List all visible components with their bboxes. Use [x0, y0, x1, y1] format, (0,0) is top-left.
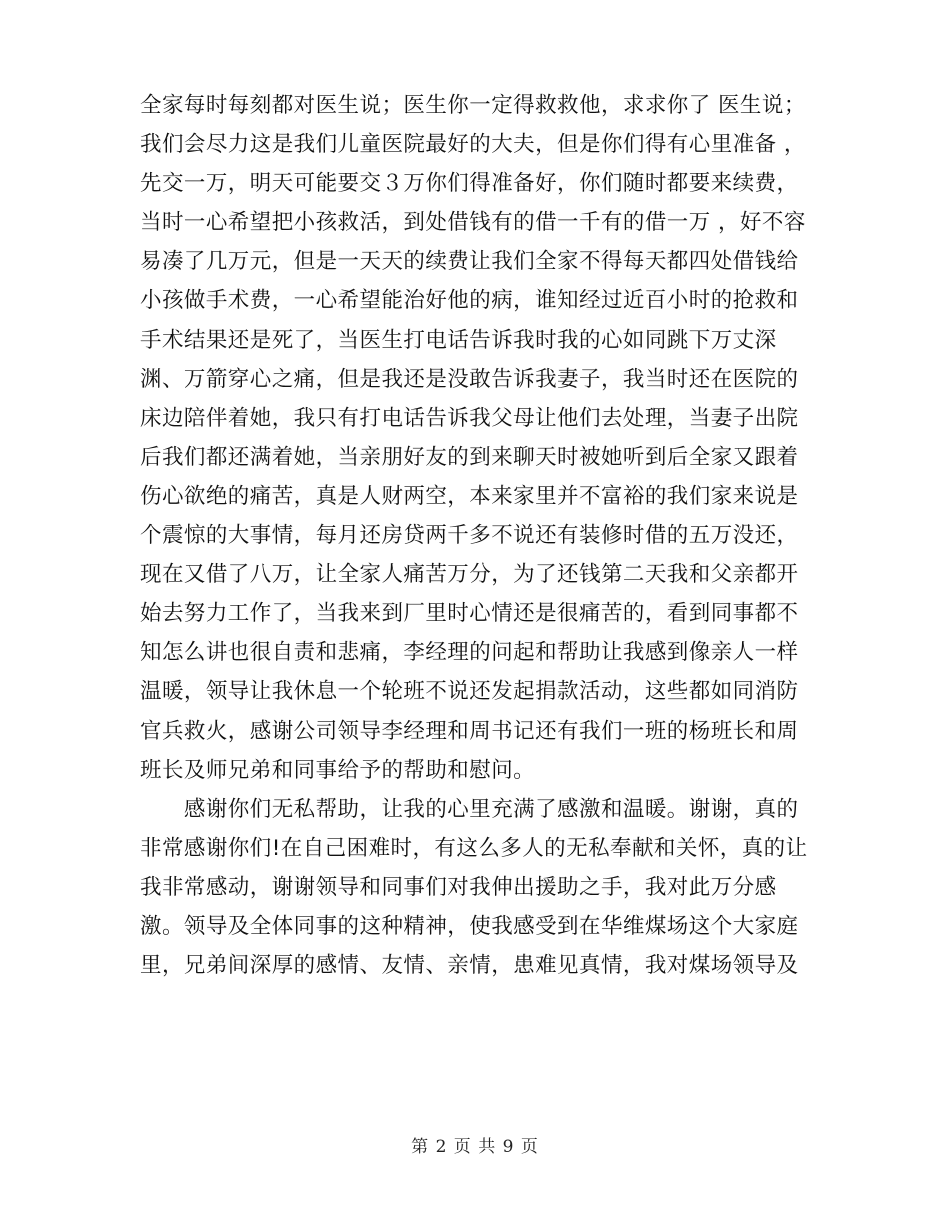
text-line: 全家每时每刻都对医生说；医生你一定得救救他，求求你了 医生说； — [140, 93, 806, 118]
text-line: 班长及师兄弟和同事给予的帮助和慰问。 — [140, 757, 536, 783]
page-number: 第 2 页 共 9 页 — [411, 1137, 539, 1157]
text-line: 非常感谢你们!在自己困难时，有这么多人的无私奉献和关怀，真的让 — [140, 835, 808, 861]
text-line: 现在又借了八万，让全家人痛苦万分，为了还钱第二天我和父亲都开 — [140, 562, 799, 588]
text-line: 伤心欲绝的痛苦，真是人财两空，本来家里并不富裕的我们家来说是 — [140, 483, 799, 509]
text-line: 我们会尽力这是我们儿童医院最好的大夫，但是你们得有心里准备 ， — [140, 132, 806, 158]
text-line: 温暖，领导让我休息一个轮班不说还发起捐款活动，这些都如同消防 — [140, 679, 799, 705]
text-line: 里，兄弟间深厚的感情、友情、亲情，患难见真情，我对煤场领导及 — [140, 953, 799, 979]
text-line: 知怎么讲也很自责和悲痛，李经理的问起和帮助让我感到像亲人一样 — [140, 640, 799, 666]
text-line: 激。领导及全体同事的这种精神，使我感受到在华维煤场这个大家庭 — [140, 913, 799, 939]
text-line: 官兵救火，感谢公司领导李经理和周书记还有我们一班的杨班长和周 — [140, 718, 799, 744]
text-line: 后我们都还满着她，当亲朋好友的到来聊天时被她听到后全家又跟着 — [140, 444, 799, 470]
text-line: 手术结果还是死了，当医生打电话告诉我时我的心如同跳下万丈深 — [140, 327, 777, 353]
text-line: 易凑了几万元，但是一天天的续费让我们全家不得每天都四处借钱给 — [140, 249, 799, 275]
text-line: 渊、万箭穿心之痛，但是我还是没敢告诉我妻子，我当时还在医院的 — [140, 366, 799, 392]
text-line: 我非常感动，谢谢领导和同事们对我伸出援助之手，我对此万分感 — [140, 874, 777, 900]
text-line: 小孩做手术费，一心希望能治好他的病，谁知经过近百小时的抢救和 — [140, 288, 799, 314]
body-text — [140, 86, 820, 985]
text-line: 当时一心希望把小孩救活，到处借钱有的借一千有的借一万 ，好不容 — [140, 210, 806, 236]
text-line: 个震惊的大事情，每月还房贷两千多不说还有装修时借的五万没还， — [140, 523, 799, 549]
text-line: 先交一万，明天可能要交３万你们得准备好，你们随时都要来续费， — [140, 171, 799, 197]
text-line: 床边陪伴着她，我只有打电话告诉我父母让他们去处理，当妻子出院 — [140, 405, 799, 431]
text-line: 始去努力工作了，当我来到厂里时心情还是很痛苦的，看到同事都不 — [140, 601, 799, 627]
text-line: 感谢你们无私帮助，让我的心里充满了感激和温暖。谢谢，真的 — [140, 796, 799, 822]
